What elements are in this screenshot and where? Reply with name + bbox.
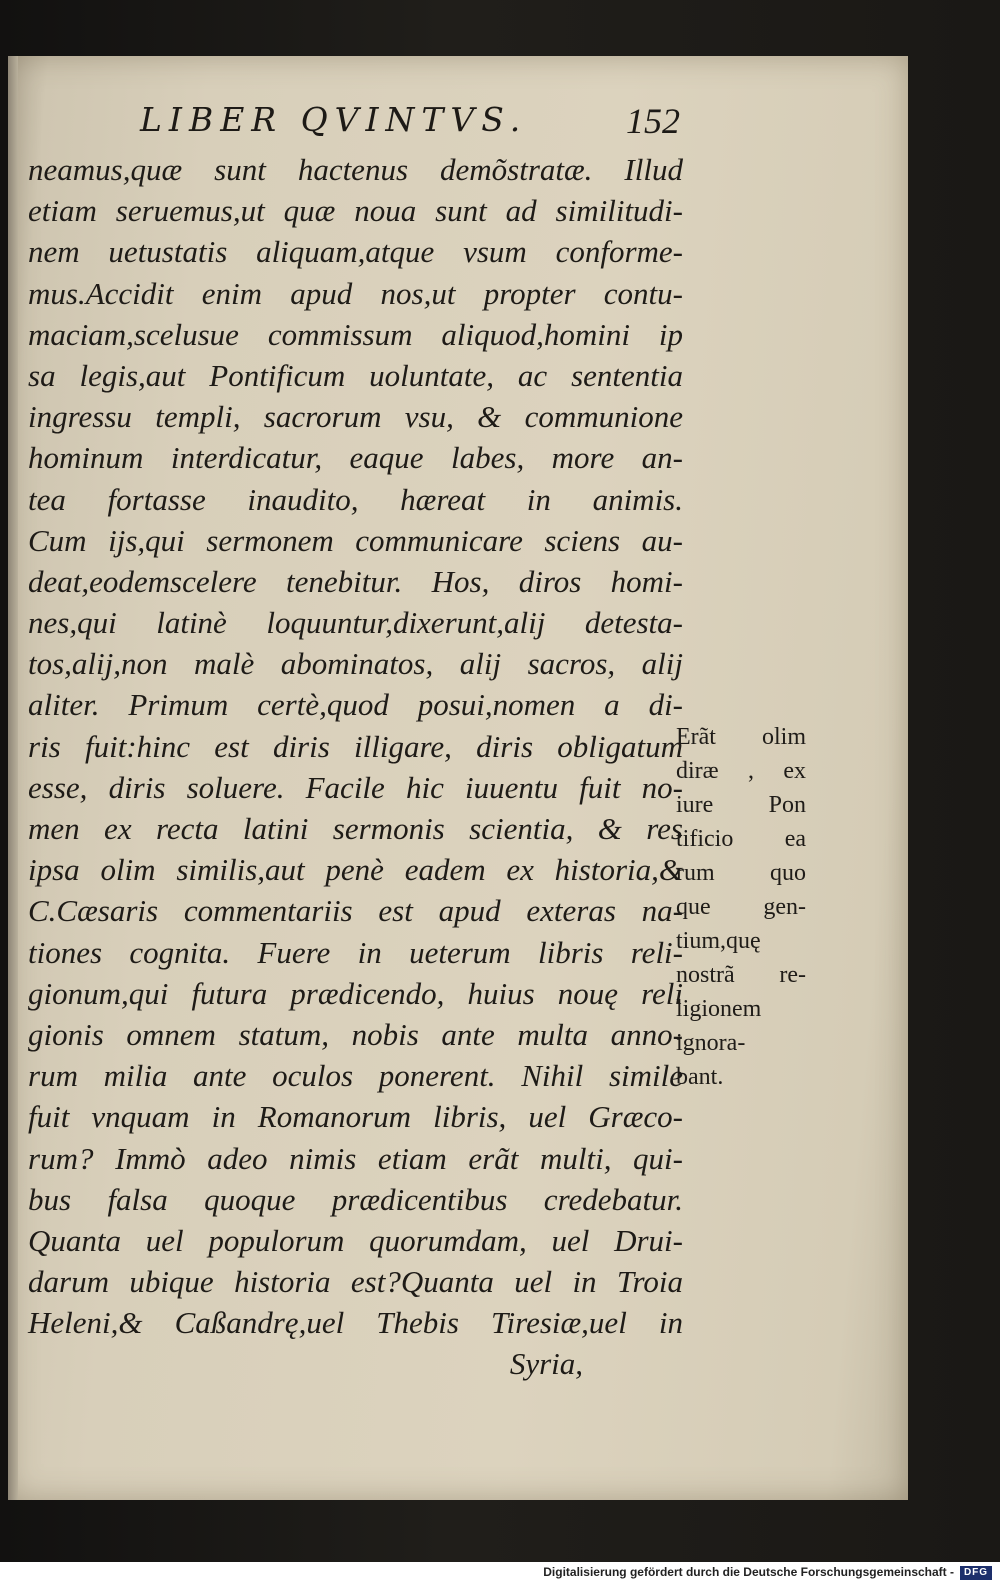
text-line: deat,eodemscelere tenebitur. Hos, diros homi-	[28, 563, 683, 599]
text-line: men ex recta latini sermonis scientia, & res	[28, 811, 683, 846]
text-line: gionum,qui futura prædicendo, huius nouę reli	[28, 975, 683, 1011]
text-line: Quanta uel populorum quorumdam, uel Drui-	[28, 1222, 683, 1258]
text-line: ris fuit:hinc est diris illigare, diris obligatum	[28, 728, 683, 764]
text-line: ipsa olim similis,aut penè eadem ex historia,&	[28, 852, 683, 888]
page-number: 152	[626, 101, 680, 141]
text-line: hominum interdicatur, eaque labes, more an-	[28, 440, 683, 476]
text-line: nes,qui latinè loquuntur,dixerunt,alij detesta-	[28, 605, 683, 641]
running-title: LIBER QVINTVS.	[140, 100, 528, 139]
text-line: mus.Accidit enim apud nos,ut propter contu-	[28, 275, 683, 311]
text-line: gionis omnem statum, nobis ante multa anno-	[28, 1016, 683, 1052]
main-text-block	[28, 149, 683, 1385]
text-line: Syria,	[509, 1346, 583, 1382]
text-line: tiones cognita. Fuere in ueterum libris reli-	[28, 934, 683, 970]
marginal-note-line: nostrã re-	[676, 962, 806, 988]
text-line: ingressu templi, sacrorum vsu, & communione	[28, 399, 683, 435]
text-line: etiam seruemus,ut quæ noua sunt ad similitudi-	[28, 193, 683, 229]
text-line: maciam,scelusue commissum aliquod,homini ip	[28, 316, 683, 352]
running-head	[140, 100, 680, 150]
marginal-note-line: tificio ea	[676, 826, 806, 852]
text-line: rum? Immò adeo nimis etiam erãt multi, qui-	[28, 1140, 683, 1176]
text-line: tos,alij,non malè abominatos, alij sacros, alij	[28, 646, 683, 682]
marginal-note-line: tium,quę	[676, 928, 761, 954]
text-line: C.Cæsaris commentariis est apud exteras na-	[28, 893, 683, 929]
marginal-note-line: ligionem	[676, 996, 762, 1022]
marginal-note-line: que gen-	[676, 894, 806, 920]
text-line: Heleni,& Caßandrę,uel Thebis Tiresiæ,uel in	[28, 1305, 683, 1341]
text-line: rum milia ante oculos ponerent. Nihil simile	[28, 1058, 683, 1094]
page-gutter-edge	[8, 56, 18, 1500]
text-line: fuit vnquam in Romanorum libris, uel Græco-	[28, 1099, 683, 1135]
text-line: sa legis,aut Pontificum uoluntate, ac sententia	[28, 357, 683, 393]
marginal-note-line: Erãt olim	[676, 724, 806, 750]
book-page	[8, 56, 908, 1500]
text-line: tea fortasse inaudito, hæreat in animis.	[28, 481, 683, 517]
text-line: nem uetustatis aliquam,atque vsum conforme-	[28, 234, 683, 270]
text-line: darum ubique historia est?Quanta uel in Troia	[28, 1264, 683, 1300]
text-line: aliter. Primum certè,quod posui,nomen a di-	[28, 687, 683, 723]
marginal-note-line: ignora-	[676, 1030, 746, 1056]
digitization-footer	[0, 1562, 1000, 1584]
text-line: esse, diris soluere. Facile hic iuuentu fuit no-	[28, 769, 683, 805]
marginal-note-line: diræ , ex	[676, 758, 806, 784]
marginal-note-line: iure Pon	[676, 792, 806, 818]
marginal-note	[676, 720, 806, 1094]
text-line: Cum ijs,qui sermonem communicare sciens au-	[28, 522, 683, 558]
marginal-note-line: rum quo	[676, 860, 806, 886]
funding-notice: Digitalisierung gefördert durch die Deutsche Forschungsgemeinschaft -	[543, 1565, 954, 1579]
text-line: bus falsa quoque prædicentibus credebatur.	[28, 1181, 683, 1217]
dfg-logo-icon: DFG	[960, 1566, 992, 1580]
marginal-note-line: bant.	[676, 1064, 724, 1090]
text-line: neamus,quæ sunt hactenus demõstratæ. Illud	[28, 152, 683, 187]
